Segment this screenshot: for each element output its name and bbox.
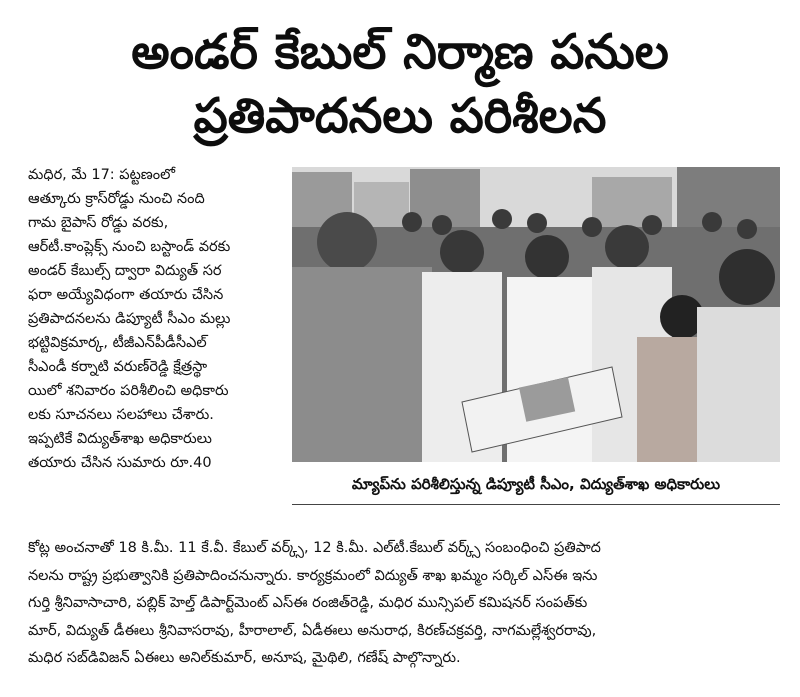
- column-line: ప్రతిపాదనలను డిప్యూటీ సీఎం మల్లు: [28, 311, 231, 327]
- column-line: గామ బైపాస్ రోడ్డు వరకు,: [28, 215, 169, 231]
- column-line: ఆర్‌టీ.కాంప్లెక్స్ నుంచి బస్టాండ్ వరకు: [28, 239, 231, 255]
- column-line: లకు సూచనలు సలహాలు చేశారు.: [28, 407, 214, 423]
- column-line: యిలో శనివారం పరిశీలించి అధికారు: [28, 383, 229, 399]
- column-line: ఫరా అయ్యేవిధంగా తయారు చేసిన: [28, 287, 224, 303]
- news-photo-illustration: [292, 167, 780, 462]
- body-line: గుర్తి శ్రీనివాసాచారి, పబ్లిక్ హెల్త్ డిపార్ట్‌మెంట్ ఎస్ఈ రంజిత్‌రెడ్డి, మధిర మున్సిపల్ కమిషనర్ సంపత్‌కు: [28, 595, 588, 611]
- column-line: మధిర, మే 17: పట్టణంలో: [28, 167, 176, 183]
- column-line: ఇప్పటికే విద్యుత్‌శాఖ అధికారులు: [28, 431, 212, 447]
- headline-line-1: అండర్ కేబుల్ నిర్మాణ పనుల: [131, 24, 669, 80]
- headline-line-2: ప్రతిపాదనలు పరిశీలన: [193, 88, 607, 144]
- column-line: ఆత్కూరు క్రాస్‌రోడ్డు నుంచి నంది: [28, 191, 205, 207]
- article-column: [28, 163, 283, 475]
- body-line: కోట్ల అంచనాతో 18 కి.మీ. 11 కే.వీ. కేబుల్ వర్క్స్, 12 కి.మీ. ఎల్‌టీ.కేబుల్ వర్క్స్ సంబంధించి ప్రతిపాద: [28, 540, 601, 556]
- news-photo: [292, 167, 780, 462]
- column-line: భట్టివిక్రమార్క, టీజీఎన్‌పీడీసీఎల్: [28, 335, 207, 351]
- column-line: తయారు చేసిన సుమారు రూ.40: [28, 455, 212, 471]
- body-line: నలను రాష్ట్ర ప్రభుత్వానికి ప్రతిపాదించనున్నారు. కార్యక్రమంలో విద్యుత్ శాఖ ఖమ్మం సర్కిల్ ఎస్ఈ ఇను: [28, 567, 598, 584]
- body-line: మధిర సబ్‌డివిజన్ ఏఈలు అనిల్‌కుమార్, అనూష, మైథిలి, గణేష్ పాల్గొన్నారు.: [28, 650, 461, 666]
- column-line: అండర్ కేబుల్స్ ద్వారా విద్యుత్ సర: [28, 263, 222, 279]
- body-line: మార్, విద్యుత్ డీఈలు శ్రీనివాసరావు, హీరాలాల్, ఏడీఈలు అనురాధ, కిరణ్‌చక్రవర్తి, నాగమల్లేశ్వరరావు,: [28, 622, 597, 639]
- article-continued: [28, 535, 780, 673]
- photo-caption: మ్యాప్‌ను పరిశీలిస్తున్న డిప్యూటీ సీఎం, విద్యుత్‌శాఖ అధికారులు: [351, 475, 721, 493]
- column-line: సీఎండీ కర్నాటి వరుణ్‌రెడ్డి క్షేత్రస్థా: [28, 359, 208, 375]
- caption-divider: [292, 504, 780, 505]
